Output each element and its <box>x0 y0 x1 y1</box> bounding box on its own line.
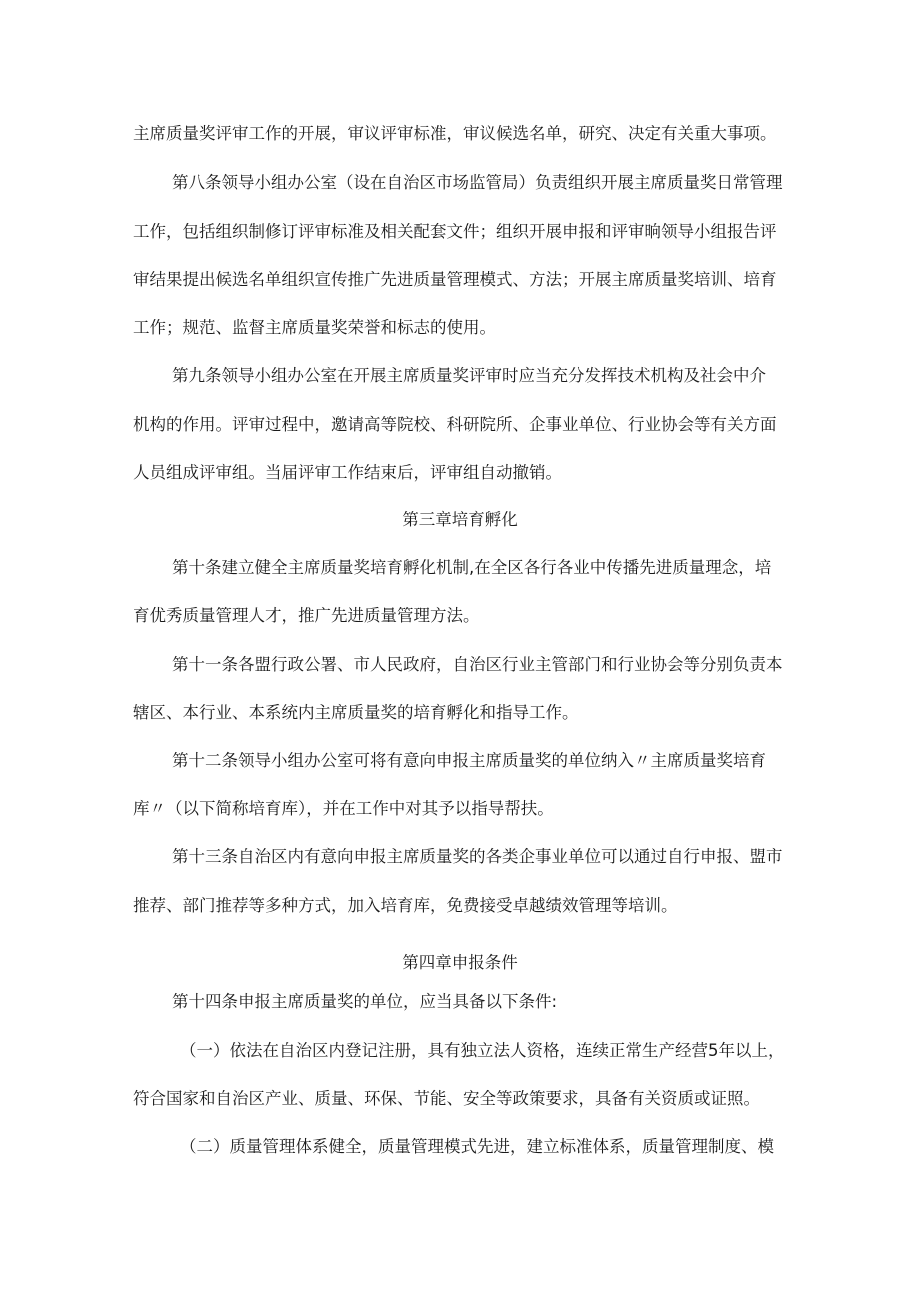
paragraph-line: （一）依法在自治区内登记注册，具有独立法人资格，连续正常生产经营5年以上， <box>180 1041 785 1060</box>
paragraph-line: 第十三条自治区内有意向申报主席质量奖的各类企事业单位可以通过自行申报、盟市 <box>172 847 783 866</box>
paragraph-line: 推荐、部门推荐等多种方式，加入培育库，免费接受卓越绩效管理等培训。 <box>133 896 678 915</box>
paragraph-line: 第十条建立健全主席质量奖培育孵化机制,在全区各行各业中传播先进质量理念，培 <box>172 558 772 577</box>
paragraph-line: 人员组成评审组。当届评审工作结束后，评审组自动撤销。 <box>133 463 562 482</box>
paragraph-line: 工作；规范、监督主席质量奖荣誉和标志的使用。 <box>133 318 496 337</box>
paragraph-line: 工作，包括组织制修订评审标准及相关配套文件；组织开展申报和评审晌领导小组报告评 <box>133 222 777 241</box>
paragraph-line: 第九条领导小组办公室在开展主席质量奖评审时应当充分发挥技术机构及社会中介 <box>172 366 766 385</box>
paragraph-line: 库〃（以下简称培育库），并在工作中对其予以指导帮扶。 <box>133 799 554 818</box>
paragraph-line: 第十二条领导小组办公室可将有意向申报主席质量奖的单位纳入〃主席质量奖培育 <box>172 751 766 770</box>
paragraph-line: 第十一条各盟行政公署、市人民政府，自治区行业主管部门和行业协会等分别负责本 <box>172 655 783 674</box>
paragraph-line: 第十四条申报主席质量奖的单位，应当具备以下条件: <box>172 992 558 1011</box>
chapter-heading: 第三章培育孵化 <box>402 510 518 529</box>
paragraph-line: 育优秀质量管理人才，推广先进质量管理方法。 <box>133 606 480 625</box>
paragraph-line: 辖区、本行业、本系统内主席质量奖的培育孵化和指导工作。 <box>133 703 579 722</box>
chapter-heading: 第四章申报条件 <box>402 953 518 972</box>
paragraph-line: 第八条领导小组办公室（设在自治区市场监管局）负责组织开展主席质量奖日常管理 <box>172 173 783 192</box>
paragraph-line: 机构的作用。评审过程中，邀请高等院校、科研院所、企事业单位、行业协会等有关方面 <box>133 415 777 434</box>
paragraph-line: 主席质量奖评审工作的开展，审议评审标准，审议候选名单，研究、决定有关重大事项。 <box>133 124 777 143</box>
paragraph-line: 审结果提出候选名单组织宣传推广先进质量管理模式、方法；开展主席质量奖培训、培育 <box>133 270 777 289</box>
paragraph-line: （二）质量管理体系健全，质量管理模式先进，建立标准体系，质量管理制度、模 <box>180 1137 774 1156</box>
paragraph-line: 符合国家和自治区产业、质量、环保、节能、安全等政策要求，具备有关资质或证照。 <box>133 1089 760 1108</box>
